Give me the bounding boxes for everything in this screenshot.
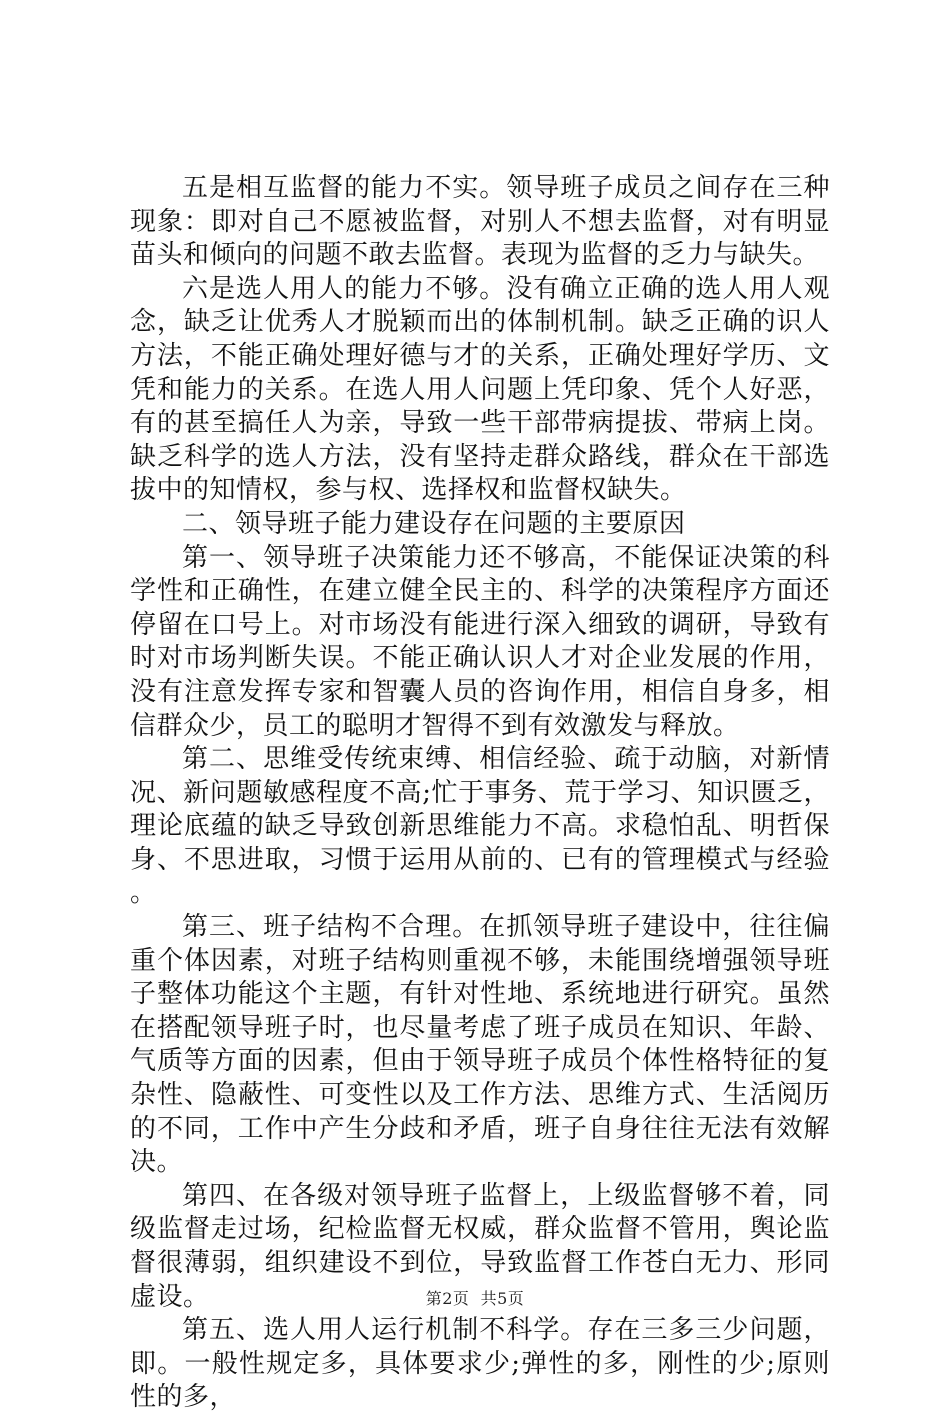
paragraph-mutual-supervision: 五是相互监督的能力不实。领导班子成员之间存在三种现象：即对自己不愿被监督，对别人不想去监督，对有明显苗头和倾向的问题不敢去监督。表现为监督的乏力与缺失。 bbox=[130, 173, 830, 271]
paragraph-cause-five: 第五、选人用人运行机制不科学。存在三多三少问题，即。一般性规定多，具体要求少;弹性的多，刚性的少;原则性的多， bbox=[130, 1315, 830, 1413]
paragraph-cause-one: 第一、领导班子决策能力还不够高，不能保证决策的科学性和正确性，在建立健全民主的、科学的决策程序方面还停留在口号上。对市场没有能进行深入细致的调研，导致有时对市场判断失误。不能正确认识人才对企业发展的作用，没有注意发挥专家和智囊人员的咨询作用，相信自身多，相信群众少，员工的聪明才智得不到有效激发与释放。 bbox=[130, 542, 830, 741]
paragraph-cause-three: 第三、班子结构不合理。在抓领导班子建设中，往往偏重个体因素，对班子结构则重视不够，未能围绕增强领导班子整体功能这个主题，有针对性地、系统地进行研究。虽然在搭配领导班子时，也尽量考虑了班子成员在知识、年龄、气质等方面的因素，但由于领导班子成员个体性格特征的复杂性、隐蔽性、可变性以及工作方法、思维方式、生活阅历的不同，工作中产生分歧和矛盾，班子自身往往无法有效解决。 bbox=[130, 912, 830, 1178]
paragraph-personnel-selection: 六是选人用人的能力不够。没有确立正确的选人用人观念，缺乏让优秀人才脱颖而出的体制机制。缺乏正确的识人方法，不能正确处理好德与才的关系，正确处理好学历、文凭和能力的关系。在选人用人问题上凭印象、凭个人好恶，有的甚至搞任人为亲，导致一些干部带病提拔、带病上岗。缺乏科学的选人方法，没有坚持走群众路线，群众在干部选拔中的知情权，参与权、选择权和监督权缺失。 bbox=[130, 273, 830, 506]
paragraph-cause-four: 第四、在各级对领导班子监督上，上级监督够不着，同级监督走过场，纪检监督无权威，群众监督不管用，舆论监督很薄弱，组织建设不到位，导致监督工作苍白无力、形同虚设。 bbox=[130, 1180, 830, 1312]
page-number: 第2页 bbox=[425, 1289, 470, 1308]
section-heading-main-causes: 二、领导班子能力建设存在问题的主要原因 bbox=[182, 508, 686, 539]
page-total: 共5页 bbox=[480, 1289, 525, 1308]
document-body bbox=[130, 172, 830, 1415]
page-footer bbox=[0, 1286, 950, 1309]
paragraph-cause-two: 第二、思维受传统束缚、相信经验、疏于动脑，对新情况、新问题敏感程度不高;忙于事务、荒于学习、知识匮乏，理论底蕴的缺乏导致创新思维能力不高。求稳怕乱、明哲保身、不思进取，习惯于运用从前的、已有的管理模式与经验。 bbox=[130, 744, 830, 909]
